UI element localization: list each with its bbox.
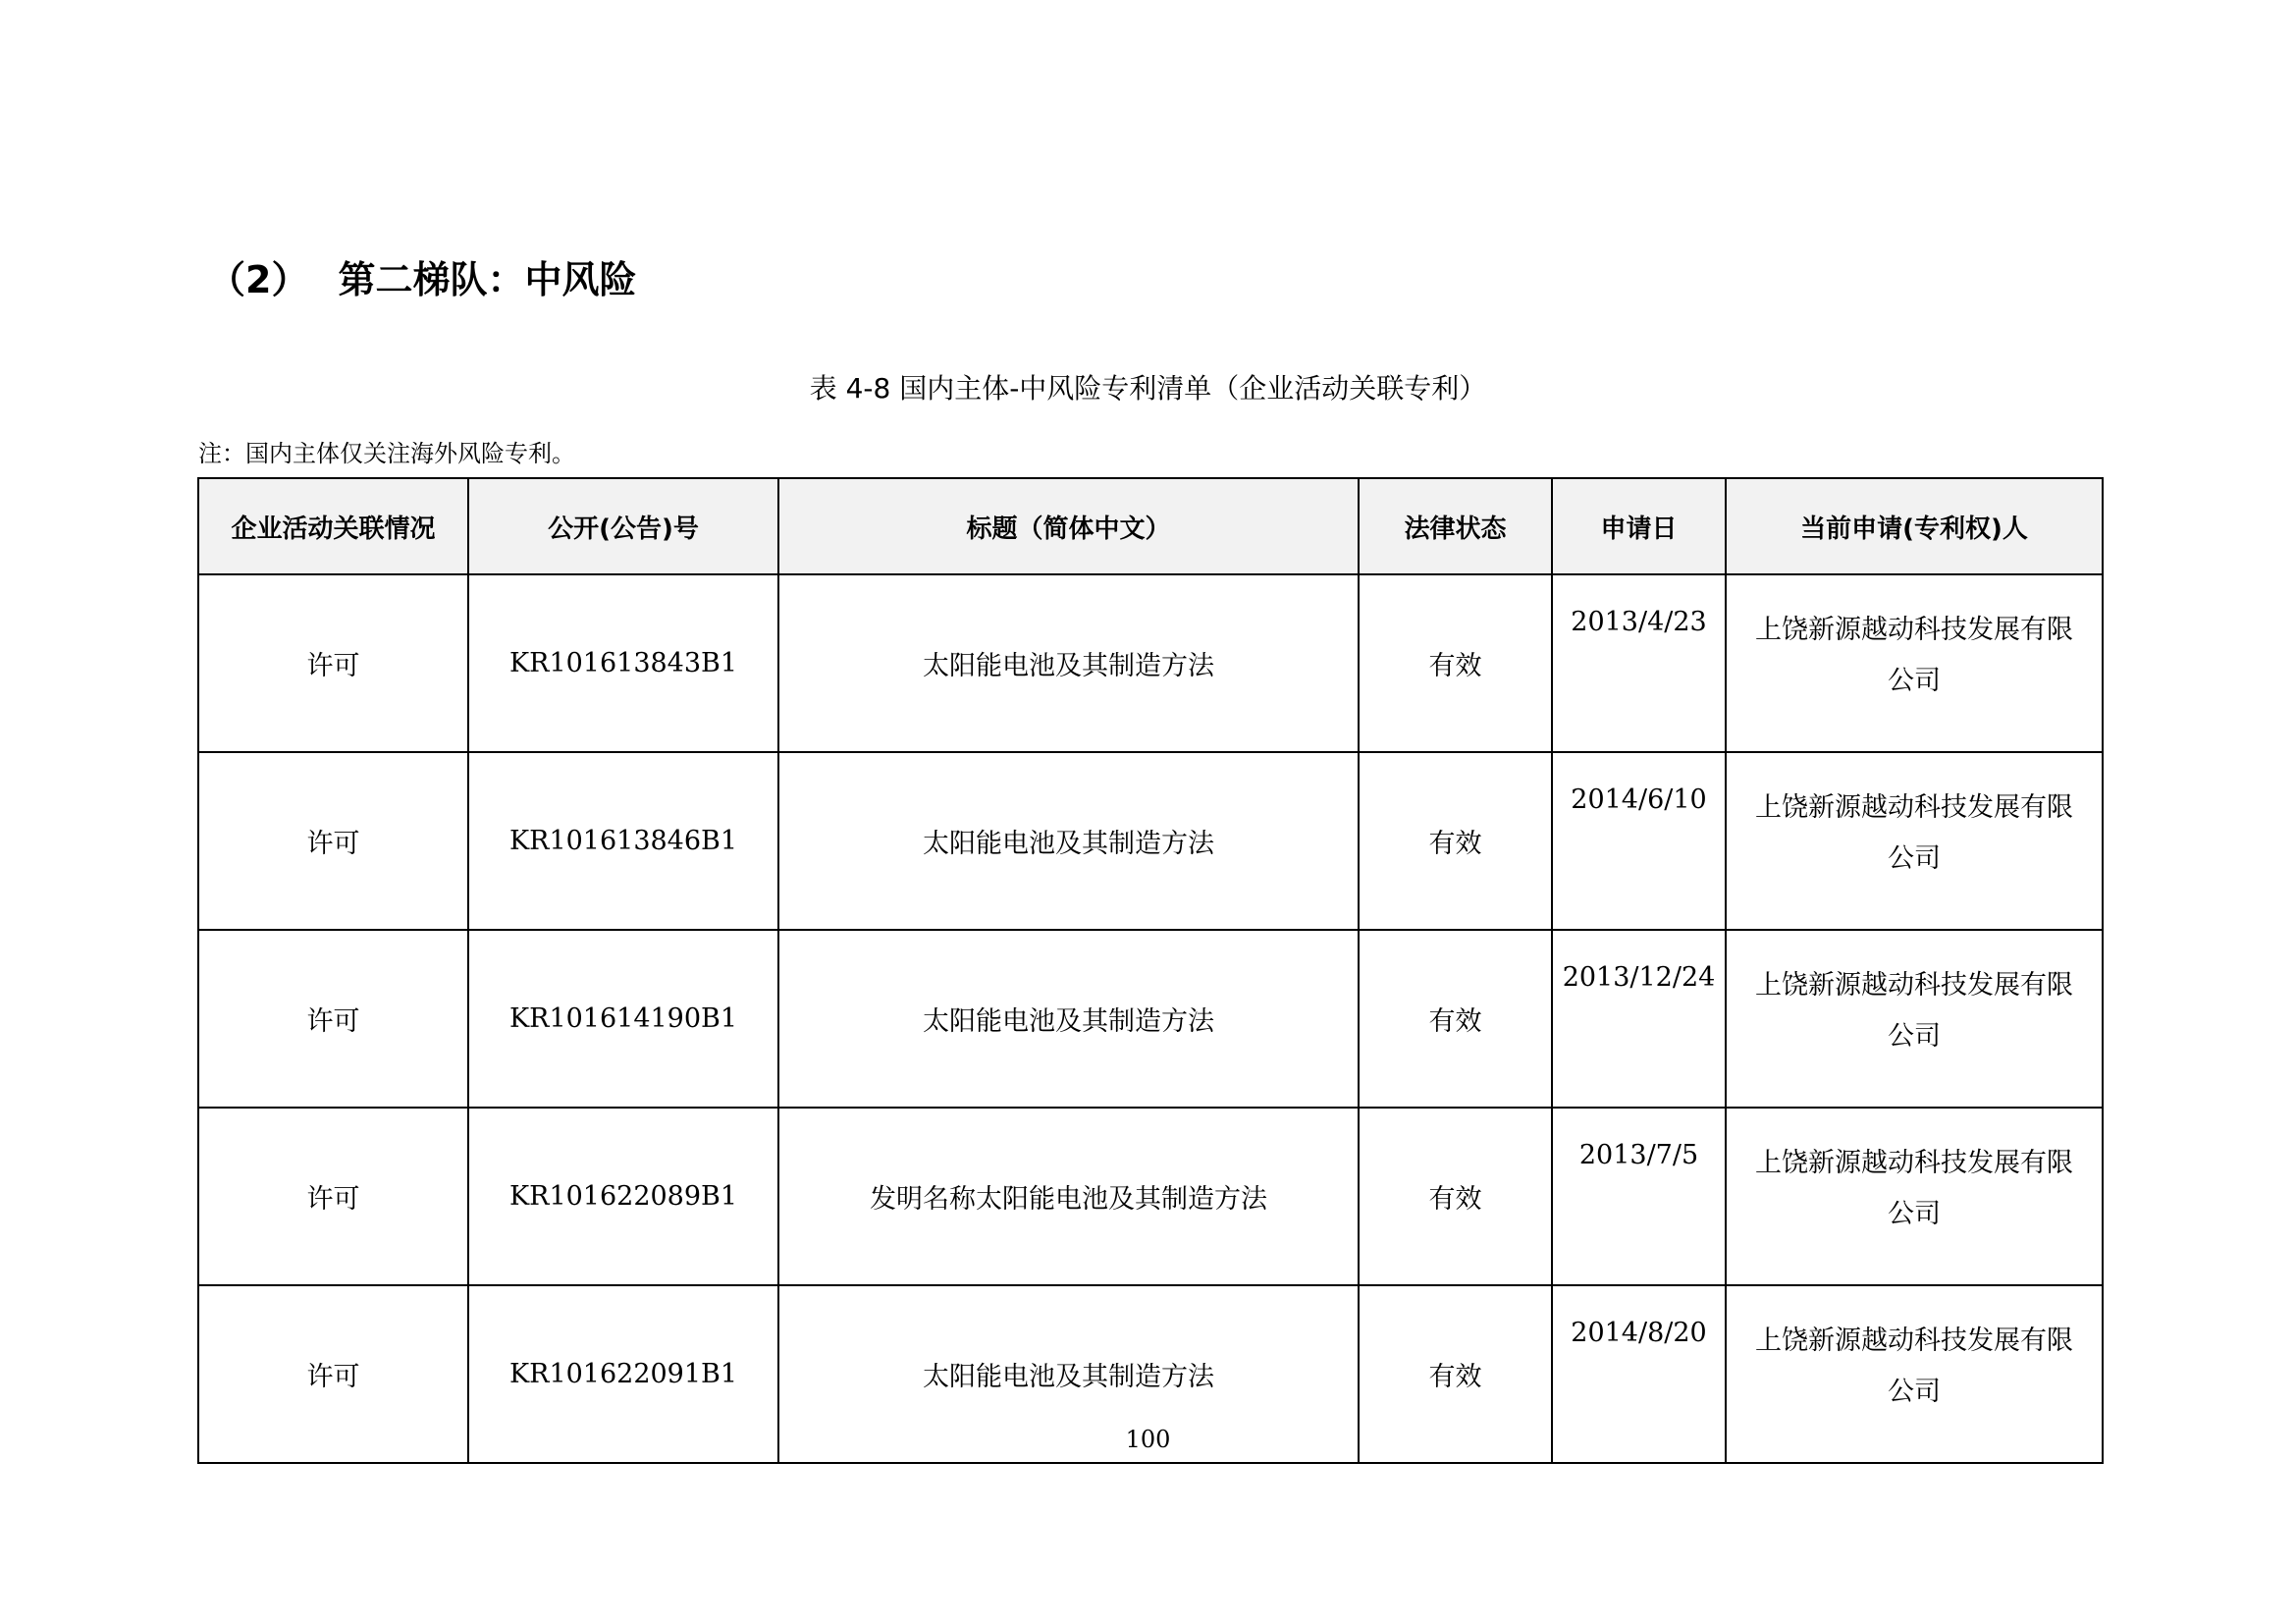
cell-activity: 许可	[198, 574, 468, 752]
cell-legal-status: 有效	[1359, 1285, 1552, 1463]
page-number: 100	[1125, 1426, 1171, 1453]
table-row	[198, 574, 2103, 752]
applicant-line-2: 公司	[1888, 1377, 1941, 1407]
header-legal-status: 法律状态	[1359, 478, 1552, 574]
applicant-line-2: 公司	[1888, 1199, 1941, 1229]
cell-legal-status: 有效	[1359, 1108, 1552, 1285]
header-applicant: 当前申请(专利权)人	[1726, 478, 2103, 574]
cell-title: 太阳能电池及其制造方法	[778, 1285, 1359, 1463]
cell-title: 太阳能电池及其制造方法	[778, 574, 1359, 752]
cell-application-date: 2013/4/23	[1552, 574, 1726, 752]
cell-legal-status: 有效	[1359, 930, 1552, 1108]
cell-applicant	[1726, 574, 2103, 752]
applicant-line-1: 上饶新源越动科技发展有限	[1755, 1148, 2073, 1178]
applicant-line-2: 公司	[1888, 666, 1941, 696]
section-number: （2）	[208, 258, 309, 301]
applicant-line-2: 公司	[1888, 1021, 1941, 1052]
header-activity: 企业活动关联情况	[198, 478, 468, 574]
cell-applicant	[1726, 1108, 2103, 1285]
patent-table	[197, 477, 2104, 1464]
header-application-date: 申请日	[1552, 478, 1726, 574]
cell-applicant	[1726, 752, 2103, 930]
cell-publication-number: KR101622091B1	[468, 1285, 778, 1463]
table-row	[198, 752, 2103, 930]
cell-application-date: 2014/8/20	[1552, 1285, 1726, 1463]
cell-legal-status: 有效	[1359, 752, 1552, 930]
table-row	[198, 1108, 2103, 1285]
applicant-line-1: 上饶新源越动科技发展有限	[1755, 970, 2073, 1001]
table-note: 注：国内主体仅关注海外风险专利。	[198, 440, 575, 467]
cell-activity: 许可	[198, 1285, 468, 1463]
table-row	[198, 930, 2103, 1108]
cell-applicant	[1726, 930, 2103, 1108]
cell-publication-number: KR101614190B1	[468, 930, 778, 1108]
cell-activity: 许可	[198, 930, 468, 1108]
section-title: 第二梯队：中风险	[338, 258, 637, 301]
header-title: 标题（简体中文）	[778, 478, 1359, 574]
table-caption: 表 4-8 国内主体-中风险专利清单（企业活动关联专利）	[809, 372, 1487, 405]
cell-activity: 许可	[198, 1108, 468, 1285]
applicant-line-2: 公司	[1888, 843, 1941, 874]
cell-publication-number: KR101613843B1	[468, 574, 778, 752]
cell-application-date: 2014/6/10	[1552, 752, 1726, 930]
cell-publication-number: KR101622089B1	[468, 1108, 778, 1285]
cell-legal-status: 有效	[1359, 574, 1552, 752]
cell-application-date: 2013/7/5	[1552, 1108, 1726, 1285]
cell-application-date: 2013/12/24	[1552, 930, 1726, 1108]
cell-title: 太阳能电池及其制造方法	[778, 752, 1359, 930]
table-header-row	[198, 478, 2103, 574]
header-publication-number: 公开(公告)号	[468, 478, 778, 574]
applicant-line-1: 上饶新源越动科技发展有限	[1755, 615, 2073, 645]
section-heading	[208, 258, 637, 301]
cell-title: 发明名称太阳能电池及其制造方法	[778, 1108, 1359, 1285]
applicant-line-1: 上饶新源越动科技发展有限	[1755, 1326, 2073, 1356]
applicant-line-1: 上饶新源越动科技发展有限	[1755, 792, 2073, 823]
cell-activity: 许可	[198, 752, 468, 930]
cell-publication-number: KR101613846B1	[468, 752, 778, 930]
cell-title: 太阳能电池及其制造方法	[778, 930, 1359, 1108]
